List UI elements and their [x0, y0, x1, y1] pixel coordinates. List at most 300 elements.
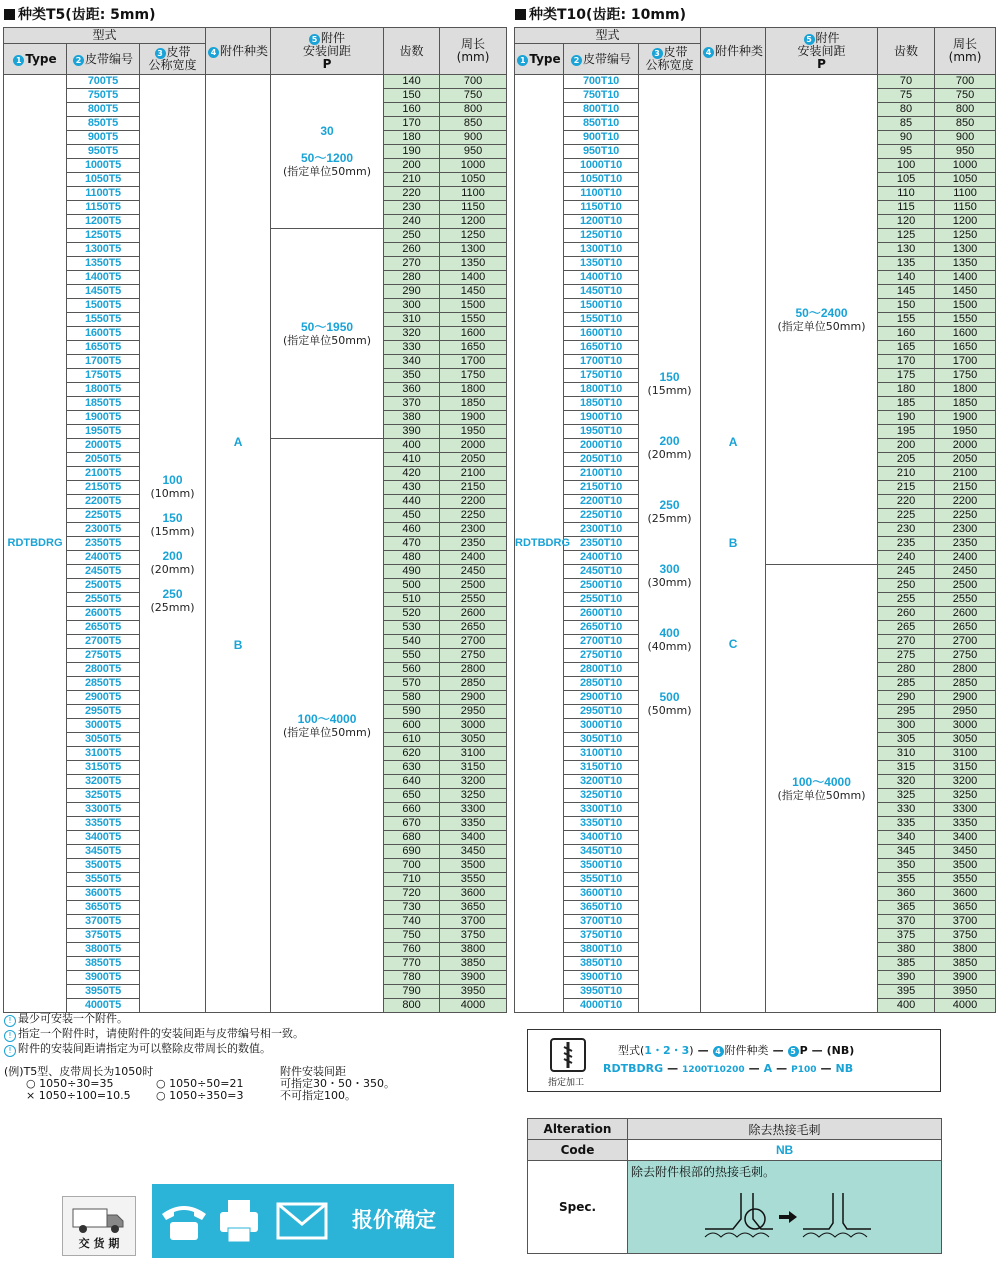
teeth-cell: 160: [384, 103, 440, 117]
length-cell: 2200: [935, 495, 996, 509]
belt-code: 2050T5: [67, 453, 140, 467]
length-cell: 3950: [440, 985, 507, 999]
length-cell: 3150: [935, 761, 996, 775]
teeth-cell: 440: [384, 495, 440, 509]
length-cell: 3350: [935, 817, 996, 831]
belt-code: 2350T5: [67, 537, 140, 551]
belt-code: 1750T10: [564, 369, 639, 383]
type-cell: RDTBDRG: [515, 75, 564, 1013]
belt-code: 3100T5: [67, 747, 140, 761]
belt-code: 1450T5: [67, 285, 140, 299]
belt-code: 2000T5: [67, 439, 140, 453]
length-cell: 800: [935, 103, 996, 117]
length-cell: 1200: [440, 215, 507, 229]
belt-code: 2800T5: [67, 663, 140, 677]
teeth-cell: 155: [878, 313, 935, 327]
length-cell: 900: [935, 131, 996, 145]
teeth-cell: 200: [384, 159, 440, 173]
teeth-cell: 240: [384, 215, 440, 229]
example-conclusion: 附件安装间距: [280, 1065, 346, 1078]
length-cell: 3000: [935, 719, 996, 733]
length-cell: 3550: [935, 873, 996, 887]
length-cell: 1700: [935, 355, 996, 369]
length-cell: 1500: [935, 299, 996, 313]
width-option: [639, 690, 700, 718]
belt-code: 3000T10: [564, 719, 639, 733]
belt-code: 3800T5: [67, 943, 140, 957]
length-cell: 2250: [440, 509, 507, 523]
circled-3-icon: 3: [155, 48, 166, 59]
belt-code: 1300T5: [67, 243, 140, 257]
pitch-unit: (指定单位50mm): [777, 319, 866, 333]
teeth-cell: 205: [878, 453, 935, 467]
length-cell: 3050: [935, 733, 996, 747]
length-cell: 1000: [935, 159, 996, 173]
teeth-cell: 360: [878, 887, 935, 901]
belt-code: 3300T5: [67, 803, 140, 817]
teeth-cell: 580: [384, 691, 440, 705]
teeth-cell: 180: [384, 131, 440, 145]
teeth-cell: 500: [384, 579, 440, 593]
length-cell: 2600: [935, 607, 996, 621]
teeth-cell: 530: [384, 621, 440, 635]
order-format-line: 型式(1・2・3) — 4 附件种类 — 5 P — (NB): [618, 1044, 855, 1057]
belt-code: 850T5: [67, 117, 140, 131]
length-cell: 2150: [935, 481, 996, 495]
header-length: 周长 (mm): [440, 28, 507, 75]
teeth-cell: 195: [878, 425, 935, 439]
length-cell: 3900: [440, 971, 507, 985]
teeth-cell: 105: [878, 173, 935, 187]
length-cell: 1900: [440, 411, 507, 425]
length-cell: 1250: [935, 229, 996, 243]
length-cell: 1600: [440, 327, 507, 341]
teeth-cell: 150: [878, 299, 935, 313]
belt-code: 1000T10: [564, 159, 639, 173]
t5-section-title: 种类T5(齿距: 5mm): [4, 7, 155, 23]
attach-a: A: [728, 435, 738, 449]
belt-code: 1000T5: [67, 159, 140, 173]
belt-code: 2950T5: [67, 705, 140, 719]
attach-b: B: [233, 637, 243, 652]
belt-code: 4000T5: [67, 999, 140, 1013]
width-unit: (40mm): [647, 639, 692, 653]
length-cell: 3200: [440, 775, 507, 789]
length-cell: 3550: [440, 873, 507, 887]
length-cell: 2000: [440, 439, 507, 453]
length-cell: 2850: [440, 677, 507, 691]
teeth-cell: 80: [878, 103, 935, 117]
teeth-cell: 190: [384, 145, 440, 159]
length-cell: 1150: [935, 201, 996, 215]
length-cell: 1350: [935, 257, 996, 271]
teeth-cell: 315: [878, 761, 935, 775]
belt-code: 3350T5: [67, 817, 140, 831]
belt-code: 3400T5: [67, 831, 140, 845]
teeth-cell: 700: [384, 859, 440, 873]
pitch-cell: [271, 75, 384, 229]
teeth-cell: 200: [878, 439, 935, 453]
teeth-cell: 305: [878, 733, 935, 747]
attach-b: B: [728, 536, 738, 550]
length-cell: 3250: [935, 789, 996, 803]
width-value: 400: [659, 625, 680, 640]
teeth-cell: 310: [878, 747, 935, 761]
belt-code: 1950T5: [67, 425, 140, 439]
belt-code: 3500T10: [564, 859, 639, 873]
belt-code: 1100T5: [67, 187, 140, 201]
circled-1-icon: 1: [13, 55, 24, 66]
circled-5-icon: 5: [309, 34, 320, 45]
teeth-cell: 250: [878, 579, 935, 593]
teeth-cell: 600: [384, 719, 440, 733]
teeth-cell: 380: [384, 411, 440, 425]
width-option: [639, 370, 700, 398]
belt-code: 1150T5: [67, 201, 140, 215]
belt-code: 3900T10: [564, 971, 639, 985]
length-cell: 1050: [935, 173, 996, 187]
pitch-value: 50～1950: [301, 319, 354, 334]
teeth-cell: 800: [384, 999, 440, 1013]
belt-code: 1550T5: [67, 313, 140, 327]
belt-code: 2150T10: [564, 481, 639, 495]
length-cell: 950: [935, 145, 996, 159]
belt-code: 2000T10: [564, 439, 639, 453]
teeth-cell: 150: [384, 89, 440, 103]
length-cell: 1400: [935, 271, 996, 285]
belt-code: 2500T5: [67, 579, 140, 593]
teeth-cell: 245: [878, 565, 935, 579]
width-unit: (15mm): [647, 383, 692, 397]
belt-code: 1850T5: [67, 397, 140, 411]
teeth-cell: 300: [878, 719, 935, 733]
delivery-button[interactable]: 交 货 期: [62, 1196, 136, 1256]
belt-code: 2450T5: [67, 565, 140, 579]
teeth-cell: 370: [878, 915, 935, 929]
header-model-group: 型式: [4, 28, 206, 44]
length-cell: 2150: [440, 481, 507, 495]
teeth-cell: 260: [384, 243, 440, 257]
belt-code: 750T10: [564, 89, 639, 103]
length-cell: 2350: [935, 537, 996, 551]
pitch-unit: (指定单位50mm): [777, 788, 866, 802]
belt-code: 3350T10: [564, 817, 639, 831]
length-cell: 1800: [440, 383, 507, 397]
teeth-cell: 285: [878, 677, 935, 691]
belt-code: 1100T10: [564, 187, 639, 201]
teeth-cell: 330: [384, 341, 440, 355]
length-cell: 3400: [440, 831, 507, 845]
length-cell: 1300: [440, 243, 507, 257]
belt-code: 2850T5: [67, 677, 140, 691]
teeth-cell: 400: [384, 439, 440, 453]
belt-code: 2600T5: [67, 607, 140, 621]
length-cell: 1600: [935, 327, 996, 341]
teeth-cell: 120: [878, 215, 935, 229]
teeth-cell: 295: [878, 705, 935, 719]
teeth-cell: 75: [878, 89, 935, 103]
pitch-cell: [271, 229, 384, 439]
teeth-cell: 220: [384, 187, 440, 201]
width-value: 150: [659, 369, 680, 384]
belt-code: 1400T5: [67, 271, 140, 285]
truck-icon: [71, 1203, 127, 1235]
length-cell: 3700: [935, 915, 996, 929]
circled-2-icon: 2: [571, 55, 582, 66]
length-cell: 1450: [440, 285, 507, 299]
length-cell: 3500: [935, 859, 996, 873]
width-unit: (25mm): [150, 600, 195, 614]
length-cell: 3650: [935, 901, 996, 915]
length-cell: 3300: [935, 803, 996, 817]
square-bullet-icon: [515, 9, 526, 20]
teeth-cell: 560: [384, 663, 440, 677]
width-option: [140, 473, 205, 501]
length-cell: 3850: [440, 957, 507, 971]
phone-icon: [158, 1198, 210, 1244]
circled-4-icon: 4: [713, 1046, 724, 1057]
belt-code: 3800T10: [564, 943, 639, 957]
belt-code: 1050T5: [67, 173, 140, 187]
belt-code: 1800T5: [67, 383, 140, 397]
lightbulb-icon: !: [4, 1015, 16, 1027]
circled-3-icon: 3: [652, 48, 663, 59]
belt-code: 3600T5: [67, 887, 140, 901]
length-cell: 2800: [935, 663, 996, 677]
belt-code: 3650T10: [564, 901, 639, 915]
header-length: 周长 (mm): [935, 28, 996, 75]
length-cell: 1900: [935, 411, 996, 425]
width-unit: (25mm): [647, 511, 692, 525]
belt-code: 3450T10: [564, 845, 639, 859]
teeth-cell: 255: [878, 593, 935, 607]
width-unit: (20mm): [150, 562, 195, 576]
length-cell: 3100: [440, 747, 507, 761]
belt-code: 3450T5: [67, 845, 140, 859]
belt-code: 3150T5: [67, 761, 140, 775]
belt-code: 3850T5: [67, 957, 140, 971]
order-example-box: [527, 1029, 941, 1092]
burr-removal-diagram-icon: [703, 1189, 873, 1245]
teeth-cell: 170: [384, 117, 440, 131]
pitch-value: 50～1200: [301, 151, 354, 165]
lightbulb-icon: !: [4, 1030, 16, 1042]
teeth-cell: 385: [878, 957, 935, 971]
code-value: NB: [628, 1140, 942, 1161]
length-cell: 900: [440, 131, 507, 145]
width-cell: [639, 75, 701, 1013]
belt-code: 1250T10: [564, 229, 639, 243]
alteration-value: 除去热接毛刺: [628, 1119, 942, 1140]
length-cell: 3100: [935, 747, 996, 761]
width-option: [639, 562, 700, 590]
belt-code: 3600T10: [564, 887, 639, 901]
teeth-cell: 375: [878, 929, 935, 943]
length-cell: 3650: [440, 901, 507, 915]
teeth-cell: 335: [878, 817, 935, 831]
circled-1-icon: 1: [517, 55, 528, 66]
teeth-cell: 70: [878, 75, 935, 89]
length-cell: 1750: [935, 369, 996, 383]
length-cell: 800: [440, 103, 507, 117]
belt-code: 2650T10: [564, 621, 639, 635]
teeth-cell: 270: [878, 635, 935, 649]
length-cell: 2400: [935, 551, 996, 565]
teeth-cell: 110: [878, 187, 935, 201]
belt-code: 950T10: [564, 145, 639, 159]
belt-code: 1900T5: [67, 411, 140, 425]
teeth-cell: 370: [384, 397, 440, 411]
belt-code: 2900T10: [564, 691, 639, 705]
pitch-value: 50～2400: [795, 305, 848, 320]
header-model-group: 型式: [515, 28, 701, 44]
header-teeth: 齿数: [878, 28, 935, 75]
width-value: 250: [659, 497, 680, 512]
length-cell: 850: [440, 117, 507, 131]
teeth-cell: 590: [384, 705, 440, 719]
teeth-cell: 275: [878, 649, 935, 663]
belt-code: 750T5: [67, 89, 140, 103]
belt-code: 3500T5: [67, 859, 140, 873]
width-value: 150: [162, 510, 183, 525]
teeth-cell: 550: [384, 649, 440, 663]
belt-code: 3750T10: [564, 929, 639, 943]
belt-code: 2200T10: [564, 495, 639, 509]
width-value: 200: [162, 548, 183, 563]
circled-4-icon: 4: [208, 47, 219, 58]
width-unit: (15mm): [150, 524, 195, 538]
length-cell: 2650: [440, 621, 507, 635]
belt-code: 2750T10: [564, 649, 639, 663]
example-row: × 1050÷100=10.5: [26, 1089, 131, 1102]
attach-a: A: [233, 434, 243, 449]
example-row: ○ 1050÷30=35: [26, 1077, 114, 1090]
length-cell: 1550: [935, 313, 996, 327]
length-cell: 2800: [440, 663, 507, 677]
belt-code: 3050T10: [564, 733, 639, 747]
width-value: 250: [162, 586, 183, 601]
width-value: 100: [162, 472, 183, 487]
belt-code: 700T5: [67, 75, 140, 89]
alteration-header: Alteration: [528, 1119, 628, 1140]
teeth-cell: 470: [384, 537, 440, 551]
belt-code: 3200T5: [67, 775, 140, 789]
belt-code: 1050T10: [564, 173, 639, 187]
example-row: ○ 1050÷350=3: [156, 1089, 244, 1102]
belt-code: 3750T5: [67, 929, 140, 943]
note-item: ! 指定一个附件时，请使附件的安装间距与皮带编号相一致。: [4, 1027, 304, 1042]
teeth-cell: 265: [878, 621, 935, 635]
length-cell: 2200: [440, 495, 507, 509]
teeth-cell: 135: [878, 257, 935, 271]
teeth-cell: 400: [878, 999, 935, 1013]
belt-code: 2750T5: [67, 649, 140, 663]
belt-code: 1950T10: [564, 425, 639, 439]
belt-code: 1200T10: [564, 215, 639, 229]
belt-code: 3950T10: [564, 985, 639, 999]
teeth-cell: 230: [878, 523, 935, 537]
length-cell: 1650: [440, 341, 507, 355]
belt-code: 1150T10: [564, 201, 639, 215]
teeth-cell: 210: [878, 467, 935, 481]
belt-code: 2700T10: [564, 635, 639, 649]
belt-code: 3250T5: [67, 789, 140, 803]
width-option: [140, 511, 205, 539]
teeth-cell: 190: [878, 411, 935, 425]
teeth-cell: 570: [384, 677, 440, 691]
length-cell: 3700: [440, 915, 507, 929]
fax-icon: [216, 1198, 262, 1244]
teeth-cell: 740: [384, 915, 440, 929]
length-cell: 1950: [935, 425, 996, 439]
length-cell: 1950: [440, 425, 507, 439]
length-cell: 1750: [440, 369, 507, 383]
length-cell: 3450: [440, 845, 507, 859]
teeth-cell: 240: [878, 551, 935, 565]
length-cell: 1150: [440, 201, 507, 215]
belt-code: 1700T10: [564, 355, 639, 369]
teeth-cell: 140: [878, 271, 935, 285]
belt-code: 2650T5: [67, 621, 140, 635]
mail-icon: [276, 1202, 328, 1240]
length-cell: 700: [935, 75, 996, 89]
header-attach-kind: 4 附件种类: [701, 28, 766, 75]
teeth-cell: 220: [878, 495, 935, 509]
teeth-cell: 630: [384, 761, 440, 775]
belt-code: 3550T10: [564, 873, 639, 887]
length-cell: 2700: [440, 635, 507, 649]
circled-4-icon: 4: [703, 47, 714, 58]
length-cell: 1400: [440, 271, 507, 285]
length-cell: 2350: [440, 537, 507, 551]
teeth-cell: 360: [384, 383, 440, 397]
belt-code: 3150T10: [564, 761, 639, 775]
belt-code: 2300T5: [67, 523, 140, 537]
length-cell: 3950: [935, 985, 996, 999]
belt-code: 2550T5: [67, 593, 140, 607]
pitch-cell: [271, 439, 384, 1013]
teeth-cell: 490: [384, 565, 440, 579]
belt-code: 3250T10: [564, 789, 639, 803]
length-cell: 1650: [935, 341, 996, 355]
teeth-cell: 185: [878, 397, 935, 411]
belt-code: 1650T10: [564, 341, 639, 355]
teeth-cell: 300: [384, 299, 440, 313]
t10-section-title: 种类T10(齿距: 10mm): [515, 7, 686, 23]
teeth-cell: 520: [384, 607, 440, 621]
teeth-cell: 510: [384, 593, 440, 607]
belt-code: 2900T5: [67, 691, 140, 705]
teeth-cell: 395: [878, 985, 935, 999]
teeth-cell: 95: [878, 145, 935, 159]
circled-2-icon: 2: [73, 55, 84, 66]
t5-spec-table: [3, 27, 507, 1013]
teeth-cell: 330: [878, 803, 935, 817]
belt-code: 1450T10: [564, 285, 639, 299]
teeth-cell: 350: [878, 859, 935, 873]
drill-icon: [550, 1038, 586, 1072]
circled-5-icon: 5: [804, 34, 815, 45]
teeth-cell: 720: [384, 887, 440, 901]
header-type: 1 Type: [515, 44, 564, 75]
belt-code: 2250T5: [67, 509, 140, 523]
length-cell: 3900: [935, 971, 996, 985]
square-bullet-icon: [4, 9, 15, 20]
length-cell: 2250: [935, 509, 996, 523]
teeth-cell: 710: [384, 873, 440, 887]
quote-confirm-button[interactable]: 报价确定: [152, 1184, 454, 1258]
length-cell: 2750: [440, 649, 507, 663]
